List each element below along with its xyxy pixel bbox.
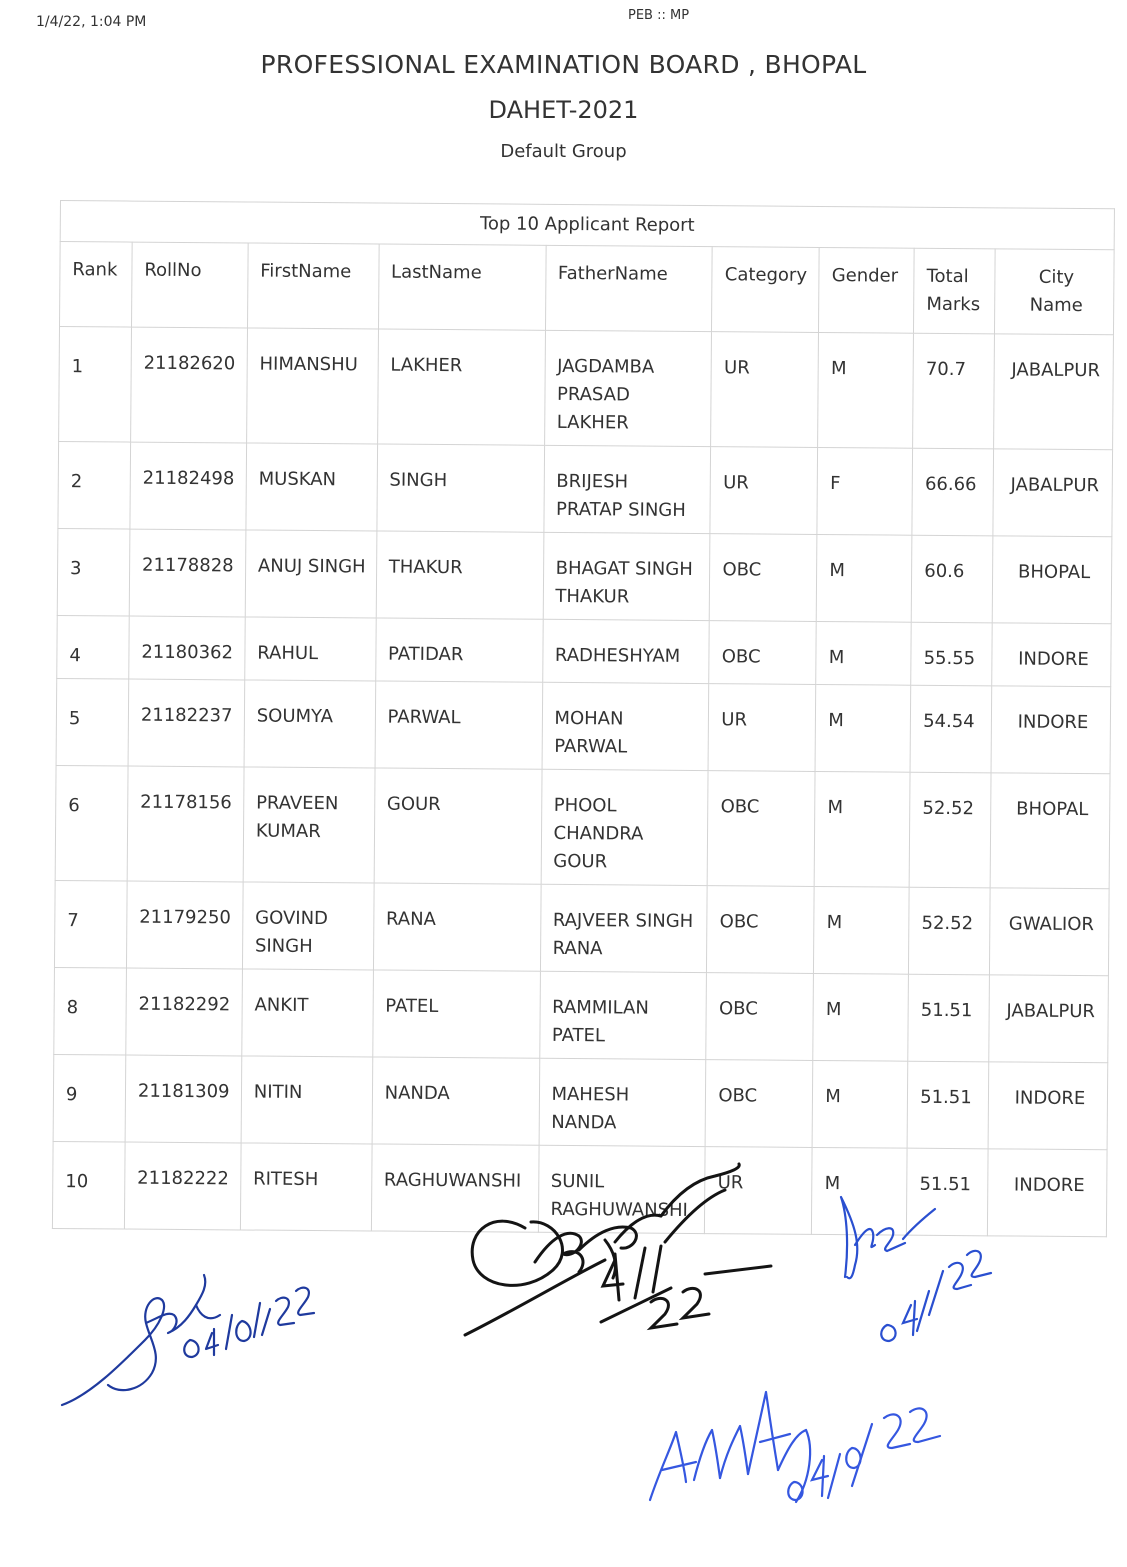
table-body bbox=[52, 327, 1113, 1237]
cell-fathername bbox=[540, 884, 708, 972]
report-caption: Top 10 Applicant Report bbox=[60, 201, 1114, 250]
cell-city-name: INDORE bbox=[992, 623, 1111, 687]
table-row bbox=[54, 880, 1109, 975]
fathername-line: JAGDAMBA bbox=[557, 355, 655, 378]
cell-lastname: GOUR bbox=[374, 768, 542, 884]
table-row bbox=[58, 441, 1113, 536]
cell-fathername bbox=[544, 330, 712, 446]
cell-firstname: ANUJ SINGH bbox=[245, 530, 376, 618]
cell-total-marks: 70.7 bbox=[913, 333, 995, 449]
cell-gender: M bbox=[814, 886, 910, 974]
col-total-line2: Marks bbox=[926, 293, 981, 316]
group-name: Default Group bbox=[500, 141, 627, 162]
cell-category: OBC bbox=[705, 1060, 813, 1148]
cell-fathername bbox=[541, 769, 709, 885]
cell-rank: 8 bbox=[54, 967, 127, 1055]
fathername-line: BHAGAT SINGH bbox=[555, 557, 693, 580]
cell-rollno: 21179250 bbox=[126, 881, 243, 969]
cell-firstname: SOUMYA bbox=[244, 680, 375, 768]
cell-firstname: MUSKAN bbox=[246, 443, 377, 531]
fathername-line: PHOOL bbox=[553, 794, 617, 817]
cell-city-name: BHOPAL bbox=[990, 773, 1110, 889]
cell-city-name: INDORE bbox=[988, 1062, 1108, 1150]
cell-gender: M bbox=[812, 1060, 908, 1148]
col-total-line1: Total bbox=[926, 265, 969, 288]
cell-fathername bbox=[539, 971, 707, 1059]
cell-firstname: RITESH bbox=[240, 1143, 371, 1231]
cell-lastname: NANDA bbox=[372, 1057, 540, 1145]
cell-city-name: INDORE bbox=[991, 686, 1111, 774]
cell-total-marks: 54.54 bbox=[910, 685, 992, 773]
cell-lastname: PARWAL bbox=[375, 681, 543, 769]
fathername-line: THAKUR bbox=[555, 585, 630, 608]
fathername-line: CHANDRA bbox=[553, 822, 644, 845]
cell-rollno: 21181309 bbox=[125, 1055, 242, 1143]
cell-lastname: SINGH bbox=[377, 444, 545, 532]
cell-gender: M bbox=[817, 534, 913, 622]
table-row bbox=[53, 1054, 1108, 1149]
col-lastname: LastName bbox=[378, 244, 546, 330]
cell-rank: 9 bbox=[53, 1054, 126, 1142]
table-row bbox=[55, 765, 1110, 888]
table-row bbox=[59, 327, 1114, 450]
fathername-line: SUNIL bbox=[550, 1170, 605, 1193]
cell-lastname: LAKHER bbox=[377, 329, 545, 445]
cell-rank: 10 bbox=[52, 1141, 125, 1229]
cell-rank: 1 bbox=[59, 327, 132, 443]
cell-rank: 7 bbox=[54, 880, 127, 968]
cell-total-marks: 51.51 bbox=[907, 1148, 989, 1236]
signature-bottom bbox=[640, 1370, 960, 1520]
board-title: PROFESSIONAL EXAMINATION BOARD , BHOPAL bbox=[260, 50, 867, 79]
cell-firstname: ANKIT bbox=[242, 969, 373, 1057]
cell-gender: M bbox=[818, 332, 914, 448]
cell-lastname: THAKUR bbox=[376, 531, 544, 619]
cell-rank: 5 bbox=[56, 678, 129, 766]
table-row bbox=[56, 678, 1111, 773]
fathername-line: RANA bbox=[552, 937, 603, 960]
column-header-row bbox=[60, 242, 1115, 335]
cell-city-name: BHOPAL bbox=[992, 536, 1112, 624]
cell-rank: 4 bbox=[57, 615, 129, 679]
fathername-line: GOUR bbox=[553, 850, 608, 873]
table-row bbox=[57, 615, 1111, 686]
fathername-line: RAGHUWANSHI bbox=[550, 1198, 688, 1221]
cell-rollno: 21182620 bbox=[131, 327, 248, 443]
cell-total-marks: 60.6 bbox=[911, 535, 993, 623]
cell-rollno: 21182498 bbox=[130, 442, 247, 530]
cell-gender: M bbox=[816, 621, 911, 685]
fathername-line: NANDA bbox=[551, 1111, 617, 1134]
cell-gender: M bbox=[815, 684, 911, 772]
cell-fathername bbox=[542, 619, 709, 683]
col-rank: Rank bbox=[60, 242, 133, 328]
fathername-line: MOHAN bbox=[554, 707, 624, 730]
cell-rank: 3 bbox=[57, 528, 130, 616]
fathername-line: RAMMILAN bbox=[552, 996, 649, 1019]
cell-city-name: JABALPUR bbox=[994, 334, 1114, 450]
cell-rollno: 21182292 bbox=[126, 968, 243, 1056]
cell-category: UR bbox=[710, 447, 818, 535]
signature-right bbox=[825, 1185, 1005, 1355]
fathername-line: PARWAL bbox=[554, 735, 628, 758]
cell-lastname: RAGHUWANSHI bbox=[371, 1144, 539, 1232]
cell-gender: M bbox=[814, 771, 910, 887]
cell-category: UR bbox=[705, 1147, 813, 1235]
cell-city-name: INDORE bbox=[987, 1149, 1107, 1237]
col-firstname: FirstName bbox=[247, 243, 378, 329]
cell-firstname: RAHUL bbox=[245, 617, 376, 681]
cell-total-marks: 52.52 bbox=[909, 772, 991, 888]
col-rollno: RollNo bbox=[131, 242, 248, 328]
cell-rank: 2 bbox=[58, 441, 131, 529]
cell-rollno: 21182222 bbox=[124, 1142, 241, 1230]
fathername-line: RADHESHYAM bbox=[554, 644, 681, 667]
cell-firstname: GOVIND SINGH bbox=[242, 882, 373, 970]
col-city-line1: City bbox=[1038, 266, 1075, 288]
cell-category: OBC bbox=[710, 534, 818, 622]
cell-total-marks: 66.66 bbox=[912, 448, 994, 536]
cell-rollno: 21178156 bbox=[127, 766, 244, 882]
table-row bbox=[54, 967, 1109, 1062]
cell-gender: F bbox=[817, 447, 913, 535]
cell-rollno: 21182237 bbox=[128, 679, 245, 767]
cell-rollno: 21180362 bbox=[129, 616, 245, 680]
col-category: Category bbox=[712, 247, 820, 333]
fathername-line: RAJVEER SINGH bbox=[552, 909, 694, 932]
fathername-line: MAHESH bbox=[551, 1083, 630, 1106]
cell-lastname: RANA bbox=[373, 883, 541, 971]
cell-fathername bbox=[543, 532, 711, 620]
col-fathername: FatherName bbox=[545, 245, 713, 331]
cell-category: OBC bbox=[707, 886, 815, 974]
cell-fathername bbox=[542, 682, 710, 770]
cell-firstname: HIMANSHU bbox=[246, 328, 378, 444]
print-source: PEB :: MP bbox=[628, 8, 690, 23]
signature-left bbox=[50, 1245, 320, 1420]
table-row bbox=[57, 528, 1112, 623]
cell-category: UR bbox=[708, 684, 816, 772]
cell-category: OBC bbox=[706, 973, 814, 1061]
col-city-name bbox=[995, 249, 1115, 335]
cell-city-name: JABALPUR bbox=[989, 975, 1109, 1063]
cell-total-marks: 52.52 bbox=[909, 887, 991, 975]
cell-rank: 6 bbox=[55, 765, 128, 881]
cell-city-name: JABALPUR bbox=[993, 449, 1113, 537]
fathername-line: BRIJESH bbox=[556, 470, 629, 493]
exam-name: DAHET-2021 bbox=[488, 96, 639, 124]
cell-firstname: PRAVEEN KUMAR bbox=[243, 767, 375, 883]
cell-total-marks: 51.51 bbox=[907, 1061, 989, 1149]
cell-fathername bbox=[543, 445, 711, 533]
cell-lastname: PATEL bbox=[372, 970, 540, 1058]
cell-total-marks: 51.51 bbox=[908, 974, 990, 1062]
cell-category: UR bbox=[711, 332, 819, 448]
cell-fathername bbox=[539, 1058, 707, 1146]
fathername-line: PRATAP SINGH bbox=[556, 498, 686, 521]
top-applicant-table bbox=[52, 200, 1115, 1237]
cell-lastname: PATIDAR bbox=[375, 618, 542, 682]
cell-city-name: GWALIOR bbox=[990, 888, 1110, 976]
cell-gender: M bbox=[812, 1147, 908, 1235]
col-city-line2: Name bbox=[1029, 294, 1083, 317]
col-gender: Gender bbox=[819, 247, 915, 333]
signature-center bbox=[455, 1150, 775, 1340]
print-datetime: 1/4/22, 1:04 PM bbox=[36, 14, 147, 30]
col-total-marks bbox=[914, 248, 996, 334]
cell-rollno: 21178828 bbox=[129, 529, 246, 617]
cell-total-marks: 55.55 bbox=[911, 622, 992, 686]
cell-category: OBC bbox=[708, 771, 816, 887]
fathername-line: PATEL bbox=[551, 1024, 606, 1047]
fathername-line: PRASAD bbox=[556, 383, 630, 406]
fathername-line: LAKHER bbox=[556, 411, 629, 434]
cell-firstname: NITIN bbox=[241, 1056, 372, 1144]
cell-category: OBC bbox=[709, 621, 816, 685]
cell-gender: M bbox=[813, 973, 909, 1061]
